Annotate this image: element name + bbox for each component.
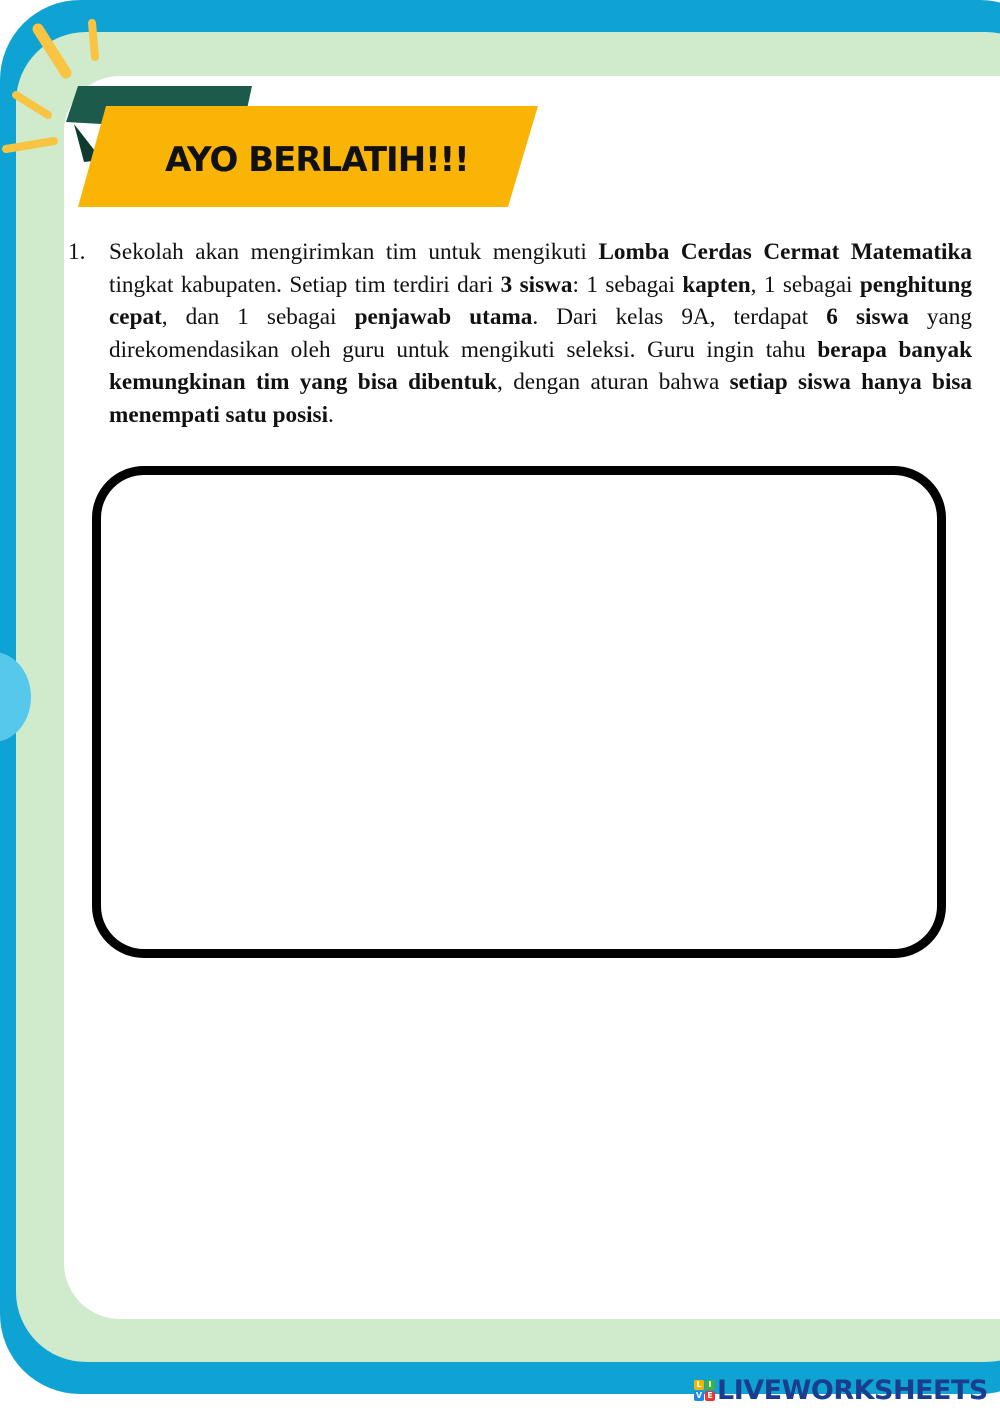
question-segment: . Dari kelas 9A, terdapat: [532, 304, 827, 331]
question-segment: , 1 sebagai: [750, 271, 860, 298]
question-segment: tingkat kabupaten. Setiap tim terdiri dari: [109, 271, 501, 298]
question-emphasis: penjawab utama: [354, 304, 533, 331]
question-segment: , dengan aturan bahwa: [497, 369, 730, 396]
logo-letter: I: [705, 1380, 715, 1390]
question-segment: : 1 sebagai: [572, 271, 683, 298]
liveworksheets-brand: [694, 1374, 988, 1406]
logo-letter: E: [705, 1391, 715, 1401]
logo-letter: L: [694, 1380, 704, 1390]
question-emphasis: berapa banyak kemungkinan tim yang bisa dibentuk: [109, 336, 972, 396]
page-title: AYO BERLATIH!!!: [165, 140, 469, 180]
question-emphasis: Lomba Cerdas Cermat Matematika: [598, 239, 972, 265]
question-segment: , dan 1 sebagai: [161, 304, 355, 331]
question-emphasis: 3 siswa: [500, 271, 573, 298]
question-emphasis: penghitung cepat: [109, 271, 972, 331]
question-text: [109, 236, 972, 432]
answer-input[interactable]: [92, 466, 946, 958]
brand-name: LIVEWORKSHEETS: [717, 1374, 988, 1406]
liveworksheets-logo-icon: [694, 1380, 715, 1401]
question-emphasis: setiap siswa hanya bisa menempati satu posisi: [109, 369, 972, 428]
question-segment: yang direkomendasikan oleh guru untuk mengikuti seleksi. Guru ingin tahu: [109, 304, 972, 363]
question-segment: Sekolah akan mengirimkan tim untuk mengikuti: [109, 239, 599, 265]
question-1: [68, 236, 972, 432]
question-number: 1.: [68, 239, 86, 265]
question-emphasis: 6 siswa: [826, 304, 909, 331]
question-emphasis: kapten: [682, 271, 751, 298]
question-segment: .: [328, 401, 334, 428]
logo-letter: V: [695, 1390, 703, 1400]
